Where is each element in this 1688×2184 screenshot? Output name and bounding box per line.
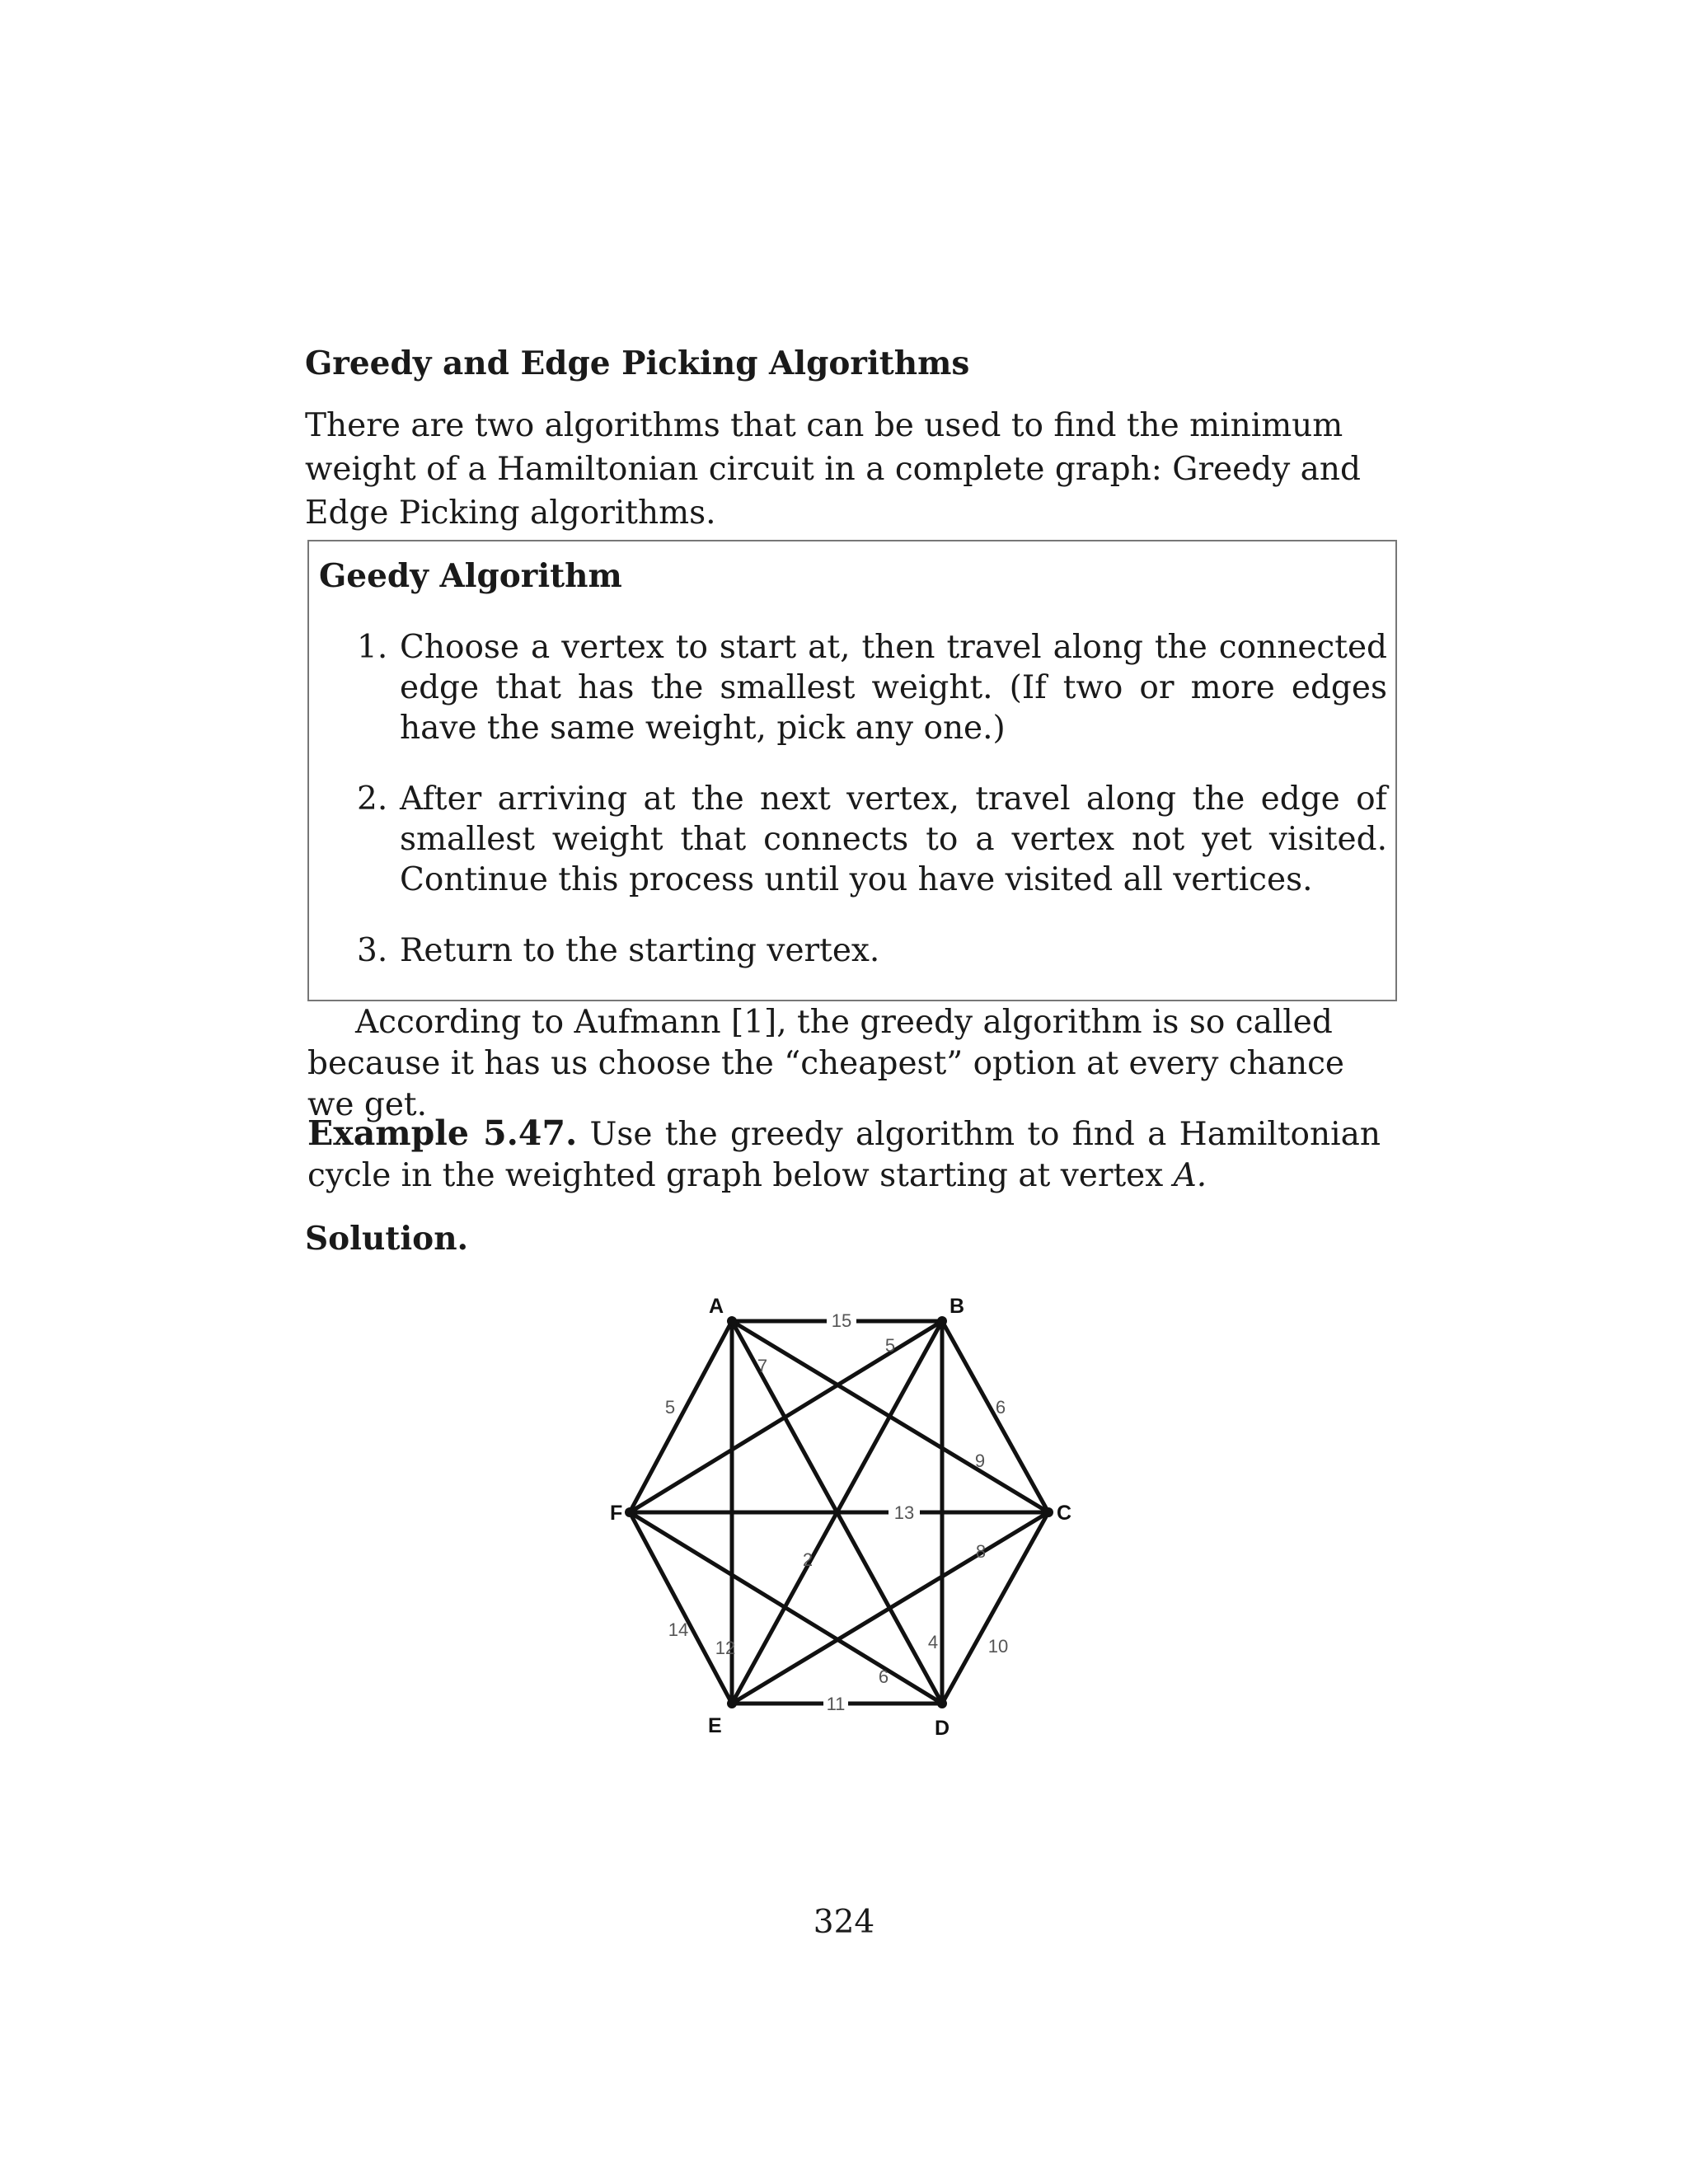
algorithm-step [319, 930, 1387, 971]
node-a [727, 1316, 737, 1326]
weight-de: 11 [826, 1694, 846, 1714]
vertex-label-f: F [610, 1502, 623, 1525]
weight-ab: 15 [831, 1310, 852, 1331]
page-number: 324 [813, 1904, 875, 1941]
weight-af: 5 [664, 1397, 676, 1418]
step-number: 1. [357, 629, 388, 666]
weight-ad: 7 [757, 1356, 768, 1376]
step-text: Return to the starting vertex. [400, 932, 880, 969]
vertex-label-e: E [708, 1714, 722, 1737]
step-number: 3. [357, 932, 388, 969]
weight-cd: 10 [987, 1636, 1009, 1657]
step-text: After arriving at the next vertex, travel along the edge of smallest weight that connects to a vertex not yet visited. Continue this process until you have visited all vertices. [400, 780, 1387, 898]
example-paragraph [307, 1113, 1381, 1197]
edge-cd [942, 1512, 1048, 1704]
solution-label: Solution. [305, 1220, 469, 1258]
vertex-label-a: A [709, 1295, 724, 1318]
algorithm-steps [319, 627, 1387, 971]
weight-ef: 14 [668, 1619, 689, 1640]
node-f [625, 1507, 635, 1517]
weight-bf: 5 [884, 1335, 896, 1356]
edge-bf [630, 1321, 942, 1512]
node-e [727, 1699, 737, 1708]
example-vertex: A. [1173, 1157, 1207, 1194]
section-title: Greedy and Edge Picking Algorithms [305, 344, 970, 382]
edge-ef [630, 1512, 732, 1704]
algorithm-step [319, 779, 1387, 900]
edge-df [630, 1512, 942, 1704]
algorithm-step [319, 627, 1387, 748]
vertex-label-c: C [1057, 1502, 1072, 1525]
node-c [1043, 1507, 1053, 1517]
weight-ac: 9 [974, 1451, 986, 1471]
node-d [937, 1699, 947, 1708]
weight-df: 6 [878, 1666, 889, 1687]
algorithm-box-title: Geedy Algorithm [319, 557, 622, 595]
weight-bd: 4 [927, 1632, 939, 1652]
aufmann-paragraph: According to Aufmann [1], the greedy algorithm is so called because it has us choose the “cheapest” option at every chance we get. [307, 1004, 1344, 1123]
weight-ae: 12 [715, 1638, 736, 1658]
example-label: Example 5.47. [307, 1113, 578, 1153]
weighted-graph-diagram [593, 1277, 1088, 1755]
vertex-label-d: D [935, 1717, 950, 1740]
intro-paragraph: There are two algorithms that can be used to find the minimum weight of a Hamiltonian circuit in a complete graph: Greedy and Edge Picking algorithms. [305, 407, 1361, 532]
edge-ce [732, 1512, 1048, 1704]
vertex-label-b: B [950, 1295, 965, 1318]
step-text: Choose a vertex to start at, then travel along the connected edge that has the smallest weight. (If two or more edges have the same weight, pick any one.) [400, 629, 1387, 747]
weight-ce: 8 [975, 1541, 987, 1562]
weight-bc: 6 [995, 1397, 1006, 1418]
node-b [937, 1316, 947, 1326]
weight-cf: 13 [893, 1502, 915, 1523]
edge-af [630, 1321, 732, 1512]
weight-be: 2 [802, 1549, 814, 1570]
step-number: 2. [357, 780, 388, 818]
graph-edges [630, 1321, 1048, 1704]
greedy-algorithm-box [307, 540, 1397, 1001]
example-text: Use the greedy algorithm to find a Hamiltonian cycle in the weighted graph below starting at vertex [307, 1116, 1381, 1194]
